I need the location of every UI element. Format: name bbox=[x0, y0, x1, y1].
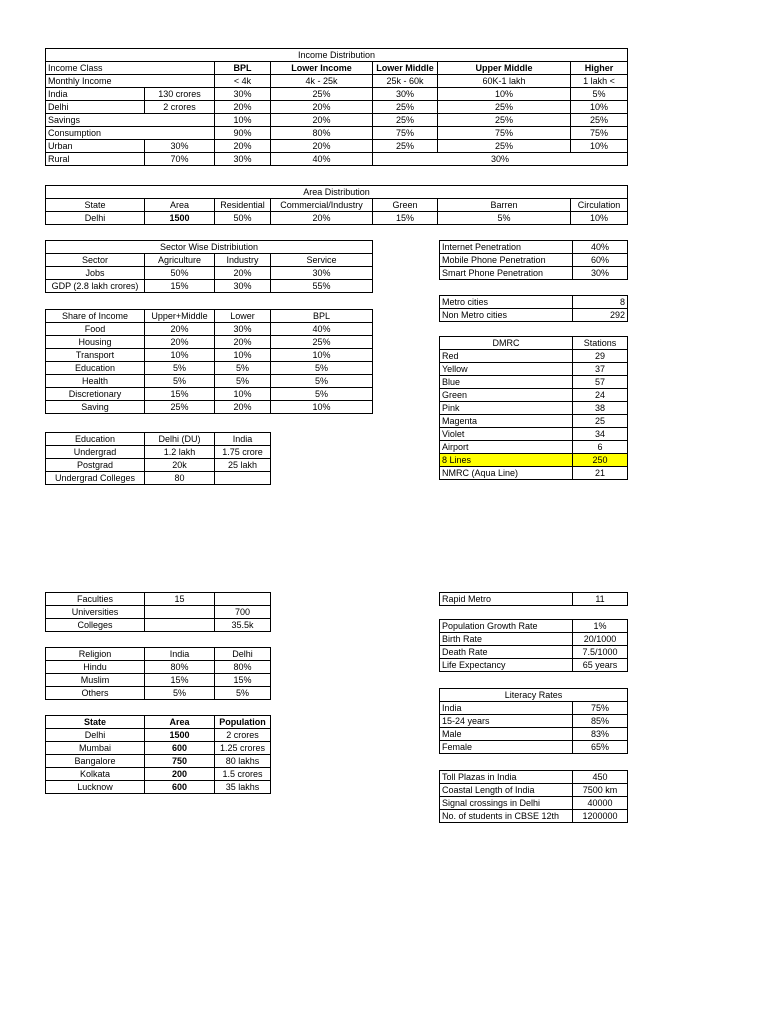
table-row bbox=[46, 768, 271, 781]
table-cell: 600 bbox=[145, 742, 215, 755]
table-cell: 90% bbox=[215, 127, 271, 140]
table-cell: 20/1000 bbox=[573, 633, 628, 646]
table-cell: 450 bbox=[573, 771, 628, 784]
table-cell: Rapid Metro bbox=[440, 593, 573, 606]
table-cell: Life Expectancy bbox=[440, 659, 573, 672]
header-cell: Residential bbox=[215, 199, 271, 212]
table-cell bbox=[215, 472, 271, 485]
table-cell: 5% bbox=[145, 362, 215, 375]
table-cell: 60K-1 lakh bbox=[438, 75, 571, 88]
table-cell: 5% bbox=[571, 88, 628, 101]
table-cell: Population Growth Rate bbox=[440, 620, 573, 633]
table-cell: 5% bbox=[438, 212, 571, 225]
table-row bbox=[46, 88, 628, 101]
header-cell: Upper+Middle bbox=[145, 310, 215, 323]
table-cell: GDP (2.8 lakh crores) bbox=[46, 280, 145, 293]
table-cell: Delhi bbox=[46, 729, 145, 742]
table-cell: 29 bbox=[573, 350, 628, 363]
table-cell: 50% bbox=[145, 267, 215, 280]
table-cell: 30% bbox=[271, 267, 373, 280]
table-cell: 25% bbox=[373, 114, 438, 127]
header-cell: Income Class bbox=[46, 62, 215, 75]
table-cell: 130 crores bbox=[145, 88, 215, 101]
table-row bbox=[440, 810, 628, 823]
table-cell: 600 bbox=[145, 781, 215, 794]
table-row bbox=[440, 620, 628, 633]
table-cell: Violet bbox=[440, 428, 573, 441]
table-cell: 30% bbox=[215, 88, 271, 101]
table-cell: 24 bbox=[573, 389, 628, 402]
table-cell: 75% bbox=[571, 127, 628, 140]
table-cell: Pink bbox=[440, 402, 573, 415]
header-cell: Lower bbox=[215, 310, 271, 323]
table-cell: 50% bbox=[215, 212, 271, 225]
table-cell: 25 lakh bbox=[215, 459, 271, 472]
table-cell: Signal crossings in Delhi bbox=[440, 797, 573, 810]
table-cell: Magenta bbox=[440, 415, 573, 428]
table-cell: 20% bbox=[215, 101, 271, 114]
table-cell: 700 bbox=[215, 606, 271, 619]
table-cell: 20k bbox=[145, 459, 215, 472]
table-cell: 83% bbox=[573, 728, 628, 741]
table-cell bbox=[215, 593, 271, 606]
table-cell: Hindu bbox=[46, 661, 145, 674]
table-row bbox=[440, 254, 628, 267]
table-cell: Yellow bbox=[440, 363, 573, 376]
table-cell: 30% bbox=[373, 153, 628, 166]
table-cell: 30% bbox=[573, 267, 628, 280]
table-cell: 7.5/1000 bbox=[573, 646, 628, 659]
header-cell: Circulation bbox=[571, 199, 628, 212]
table-row bbox=[46, 781, 271, 794]
header-cell: Delhi bbox=[215, 648, 271, 661]
table-cell: 1% bbox=[573, 620, 628, 633]
table-cell: 34 bbox=[573, 428, 628, 441]
header-cell: BPL bbox=[215, 62, 271, 75]
education-table bbox=[45, 432, 271, 485]
table-cell: 2 crores bbox=[215, 729, 271, 742]
table-cell: 2 crores bbox=[145, 101, 215, 114]
dmrc-table bbox=[439, 336, 628, 480]
table-cell: Kolkata bbox=[46, 768, 145, 781]
table-row bbox=[440, 415, 628, 428]
table-row bbox=[46, 153, 628, 166]
table-cell: 10% bbox=[438, 88, 571, 101]
table-cell: 250 bbox=[573, 454, 628, 467]
table-cell: 65 years bbox=[573, 659, 628, 672]
table-row bbox=[46, 755, 271, 768]
table-row bbox=[46, 388, 373, 401]
table-cell: Urban bbox=[46, 140, 145, 153]
header-cell: DMRC bbox=[440, 337, 573, 350]
table-row bbox=[46, 729, 271, 742]
table-cell: Internet Penetration bbox=[440, 241, 573, 254]
table-cell: 15% bbox=[373, 212, 438, 225]
table-row bbox=[46, 742, 271, 755]
table-cell: 10% bbox=[215, 349, 271, 362]
table-cell: 25 bbox=[573, 415, 628, 428]
table-cell: Delhi bbox=[46, 212, 145, 225]
table-cell: Education bbox=[46, 362, 145, 375]
table-row bbox=[46, 323, 373, 336]
table-row bbox=[46, 687, 271, 700]
table-cell: 25% bbox=[438, 114, 571, 127]
table-row bbox=[440, 402, 628, 415]
table-cell: 10% bbox=[145, 349, 215, 362]
table-row bbox=[46, 446, 271, 459]
table-cell: 75% bbox=[438, 127, 571, 140]
table-row bbox=[440, 241, 628, 254]
table-cell: 15% bbox=[145, 674, 215, 687]
table-cell: 10% bbox=[271, 349, 373, 362]
table-cell: 20% bbox=[215, 267, 271, 280]
table-cell: 20% bbox=[215, 401, 271, 414]
table-cell: 20% bbox=[271, 101, 373, 114]
table-cell: 7500 km bbox=[573, 784, 628, 797]
table-cell: Coastal Length of India bbox=[440, 784, 573, 797]
header-cell: State bbox=[46, 716, 145, 729]
table-row bbox=[440, 728, 628, 741]
table-cell: 1.75 crore bbox=[215, 446, 271, 459]
table-cell: 30% bbox=[215, 323, 271, 336]
table-row bbox=[46, 140, 628, 153]
table-cell: Food bbox=[46, 323, 145, 336]
table-row bbox=[46, 619, 271, 632]
share-of-income-table bbox=[45, 309, 373, 414]
table-cell: 37 bbox=[573, 363, 628, 376]
table-cell: 20% bbox=[145, 323, 215, 336]
table-row bbox=[46, 362, 373, 375]
table-cell: 15% bbox=[145, 388, 215, 401]
table-cell: 80% bbox=[271, 127, 373, 140]
table-cell: 5% bbox=[215, 362, 271, 375]
table-cell: Universities bbox=[46, 606, 145, 619]
table-row bbox=[440, 771, 628, 784]
table-cell: Delhi bbox=[46, 101, 145, 114]
table-cell: 75% bbox=[373, 127, 438, 140]
table-cell: 20% bbox=[145, 336, 215, 349]
table-cell: India bbox=[440, 702, 573, 715]
table-cell: Undergrad bbox=[46, 446, 145, 459]
table-row bbox=[46, 375, 373, 388]
faculties-table bbox=[45, 592, 271, 632]
table-cell: 55% bbox=[271, 280, 373, 293]
table-cell: 750 bbox=[145, 755, 215, 768]
table-cell: Lucknow bbox=[46, 781, 145, 794]
header-cell: Barren bbox=[438, 199, 571, 212]
table-cell: Male bbox=[440, 728, 573, 741]
table-cell: Consumption bbox=[46, 127, 215, 140]
table-cell: 25% bbox=[373, 140, 438, 153]
table-cell: 5% bbox=[215, 375, 271, 388]
table-cell bbox=[145, 619, 215, 632]
table-cell: Undergrad Colleges bbox=[46, 472, 145, 485]
internet-table bbox=[439, 240, 628, 280]
table-row bbox=[46, 674, 271, 687]
header-cell: State bbox=[46, 199, 145, 212]
misc-stats-table bbox=[439, 770, 628, 823]
table-cell: 25% bbox=[373, 101, 438, 114]
religion-table bbox=[45, 647, 271, 700]
header-cell: Population bbox=[215, 716, 271, 729]
table-cell: 11 bbox=[573, 593, 628, 606]
table-cell: 40% bbox=[271, 153, 373, 166]
table-cell: 20% bbox=[215, 140, 271, 153]
table-row bbox=[46, 459, 271, 472]
table-cell: 10% bbox=[571, 140, 628, 153]
header-cell: Agriculture bbox=[145, 254, 215, 267]
table-cell: 200 bbox=[145, 768, 215, 781]
table-cell: 20% bbox=[271, 212, 373, 225]
table-cell: Mobile Phone Penetration bbox=[440, 254, 573, 267]
table-cell: Saving bbox=[46, 401, 145, 414]
header-cell: Sector bbox=[46, 254, 145, 267]
table-cell: 25% bbox=[145, 401, 215, 414]
table-row bbox=[46, 114, 628, 127]
table-cell: 40% bbox=[573, 241, 628, 254]
header-cell: Share of Income bbox=[46, 310, 145, 323]
header-cell: Delhi (DU) bbox=[145, 433, 215, 446]
table-cell: 15-24 years bbox=[440, 715, 573, 728]
header-cell: Lower Income bbox=[271, 62, 373, 75]
table-cell: 80% bbox=[145, 661, 215, 674]
sector-table bbox=[45, 240, 373, 293]
table-cell: Jobs bbox=[46, 267, 145, 280]
table-cell: 35.5k bbox=[215, 619, 271, 632]
rapid-metro-table bbox=[439, 592, 628, 606]
table-row bbox=[440, 376, 628, 389]
table-row-highlighted bbox=[440, 454, 628, 467]
table-cell: 25% bbox=[271, 336, 373, 349]
header-cell: Stations bbox=[573, 337, 628, 350]
table-row bbox=[440, 784, 628, 797]
table-cell: 5% bbox=[271, 375, 373, 388]
table-row bbox=[46, 212, 628, 225]
table-cell: Death Rate bbox=[440, 646, 573, 659]
table-cell: Non Metro cities bbox=[440, 309, 573, 322]
table-row bbox=[440, 350, 628, 363]
table-row bbox=[46, 401, 373, 414]
table-row bbox=[440, 309, 628, 322]
table-cell: 1 lakh < bbox=[571, 75, 628, 88]
header-cell: Service bbox=[271, 254, 373, 267]
table-cell: Toll Plazas in India bbox=[440, 771, 573, 784]
table-cell: Bangalore bbox=[46, 755, 145, 768]
table-row bbox=[440, 267, 628, 280]
table-cell: Others bbox=[46, 687, 145, 700]
table-cell: Green bbox=[440, 389, 573, 402]
literacy-table bbox=[439, 688, 628, 754]
table-cell: 1.25 crores bbox=[215, 742, 271, 755]
table-row bbox=[440, 659, 628, 672]
table-cell: 25% bbox=[438, 101, 571, 114]
header-cell: Higher bbox=[571, 62, 628, 75]
table-cell: Metro cities bbox=[440, 296, 573, 309]
table-cell: 40% bbox=[271, 323, 373, 336]
table-row bbox=[440, 296, 628, 309]
table-cell: 25% bbox=[438, 140, 571, 153]
table-row bbox=[440, 389, 628, 402]
table-cell: 80% bbox=[215, 661, 271, 674]
table-cell: Red bbox=[440, 350, 573, 363]
table-row bbox=[440, 715, 628, 728]
table-cell: 10% bbox=[571, 212, 628, 225]
table-cell: 20% bbox=[271, 140, 373, 153]
table-cell: Birth Rate bbox=[440, 633, 573, 646]
table-cell: Discretionary bbox=[46, 388, 145, 401]
table-row bbox=[46, 606, 271, 619]
table-row bbox=[46, 101, 628, 114]
table-row bbox=[46, 349, 373, 362]
table-cell: Mumbai bbox=[46, 742, 145, 755]
table-row bbox=[440, 441, 628, 454]
header-cell: Area bbox=[145, 199, 215, 212]
header-cell: Lower Middle bbox=[373, 62, 438, 75]
table-row bbox=[46, 472, 271, 485]
table-row bbox=[440, 646, 628, 659]
table-cell: 10% bbox=[571, 101, 628, 114]
header-cell: BPL bbox=[271, 310, 373, 323]
header-cell: Commercial/Industry bbox=[271, 199, 373, 212]
table-cell: Female bbox=[440, 741, 573, 754]
table-cell: No. of students in CBSE 12th bbox=[440, 810, 573, 823]
population-table bbox=[439, 619, 628, 672]
table-row bbox=[440, 633, 628, 646]
table-cell: 5% bbox=[215, 687, 271, 700]
area-title: Area Distribution bbox=[46, 186, 628, 199]
table-cell: Postgrad bbox=[46, 459, 145, 472]
table-cell: 8 bbox=[573, 296, 628, 309]
header-cell: Upper Middle bbox=[438, 62, 571, 75]
table-row bbox=[440, 797, 628, 810]
header-cell: Industry bbox=[215, 254, 271, 267]
table-cell: 15 bbox=[145, 593, 215, 606]
table-cell: 38 bbox=[573, 402, 628, 415]
table-row bbox=[440, 467, 628, 480]
table-cell: Transport bbox=[46, 349, 145, 362]
table-cell: < 4k bbox=[215, 75, 271, 88]
table-cell: 15% bbox=[145, 280, 215, 293]
table-cell: Faculties bbox=[46, 593, 145, 606]
table-cell: Smart Phone Penetration bbox=[440, 267, 573, 280]
table-cell: NMRC (Aqua Line) bbox=[440, 467, 573, 480]
table-cell: 8 Lines bbox=[440, 454, 573, 467]
table-cell: 40000 bbox=[573, 797, 628, 810]
table-row bbox=[440, 428, 628, 441]
header-cell: India bbox=[145, 648, 215, 661]
table-cell: Colleges bbox=[46, 619, 145, 632]
table-row bbox=[46, 267, 373, 280]
table-cell: 30% bbox=[145, 140, 215, 153]
area-distribution-table bbox=[45, 185, 628, 225]
table-cell: Monthly Income bbox=[46, 75, 215, 88]
table-cell: 5% bbox=[271, 362, 373, 375]
income-title: Income Distribution bbox=[46, 49, 628, 62]
table-cell: 292 bbox=[573, 309, 628, 322]
table-cell: 20% bbox=[271, 114, 373, 127]
table-cell: 10% bbox=[271, 401, 373, 414]
table-cell: 20% bbox=[215, 336, 271, 349]
table-cell: Muslim bbox=[46, 674, 145, 687]
table-cell: 1500 bbox=[145, 729, 215, 742]
table-cell: 5% bbox=[271, 388, 373, 401]
table-cell: 25% bbox=[571, 114, 628, 127]
table-cell: 80 bbox=[145, 472, 215, 485]
table-row bbox=[46, 661, 271, 674]
table-cell: 10% bbox=[215, 114, 271, 127]
table-cell: 80 lakhs bbox=[215, 755, 271, 768]
table-cell: 30% bbox=[215, 280, 271, 293]
table-row bbox=[46, 593, 271, 606]
table-cell: Savings bbox=[46, 114, 215, 127]
table-cell: 75% bbox=[573, 702, 628, 715]
table-cell: 4k - 25k bbox=[271, 75, 373, 88]
table-row bbox=[46, 280, 373, 293]
literacy-title: Literacy Rates bbox=[440, 689, 628, 702]
table-cell bbox=[145, 606, 215, 619]
table-cell: Housing bbox=[46, 336, 145, 349]
sector-title: Sector Wise Distribiution bbox=[46, 241, 373, 254]
table-cell: 60% bbox=[573, 254, 628, 267]
header-cell: Green bbox=[373, 199, 438, 212]
table-cell: 30% bbox=[215, 153, 271, 166]
table-cell: 57 bbox=[573, 376, 628, 389]
table-row bbox=[46, 336, 373, 349]
table-cell: Airport bbox=[440, 441, 573, 454]
header-cell: Area bbox=[145, 716, 215, 729]
income-distribution-table bbox=[45, 48, 628, 166]
table-cell: 85% bbox=[573, 715, 628, 728]
metro-cities-table bbox=[439, 295, 628, 322]
table-cell: Rural bbox=[46, 153, 145, 166]
header-cell: India bbox=[215, 433, 271, 446]
table-row bbox=[46, 127, 628, 140]
table-row bbox=[440, 702, 628, 715]
table-cell: 70% bbox=[145, 153, 215, 166]
table-cell: 1.2 lakh bbox=[145, 446, 215, 459]
table-cell: 1.5 crores bbox=[215, 768, 271, 781]
states-table bbox=[45, 715, 271, 794]
table-cell: 5% bbox=[145, 687, 215, 700]
table-cell: 21 bbox=[573, 467, 628, 480]
table-cell: 35 lakhs bbox=[215, 781, 271, 794]
table-cell: 6 bbox=[573, 441, 628, 454]
header-cell: Education bbox=[46, 433, 145, 446]
table-cell: 5% bbox=[145, 375, 215, 388]
table-cell: Health bbox=[46, 375, 145, 388]
table-cell: 1200000 bbox=[573, 810, 628, 823]
table-cell: 65% bbox=[573, 741, 628, 754]
table-cell: 1500 bbox=[145, 212, 215, 225]
table-cell: 10% bbox=[215, 388, 271, 401]
table-row bbox=[440, 741, 628, 754]
table-cell: 15% bbox=[215, 674, 271, 687]
table-cell: 30% bbox=[373, 88, 438, 101]
table-cell: 25k - 60k bbox=[373, 75, 438, 88]
table-cell: Blue bbox=[440, 376, 573, 389]
table-row bbox=[440, 593, 628, 606]
table-row bbox=[440, 363, 628, 376]
table-cell: 25% bbox=[271, 88, 373, 101]
header-cell: Religion bbox=[46, 648, 145, 661]
table-cell: India bbox=[46, 88, 145, 101]
